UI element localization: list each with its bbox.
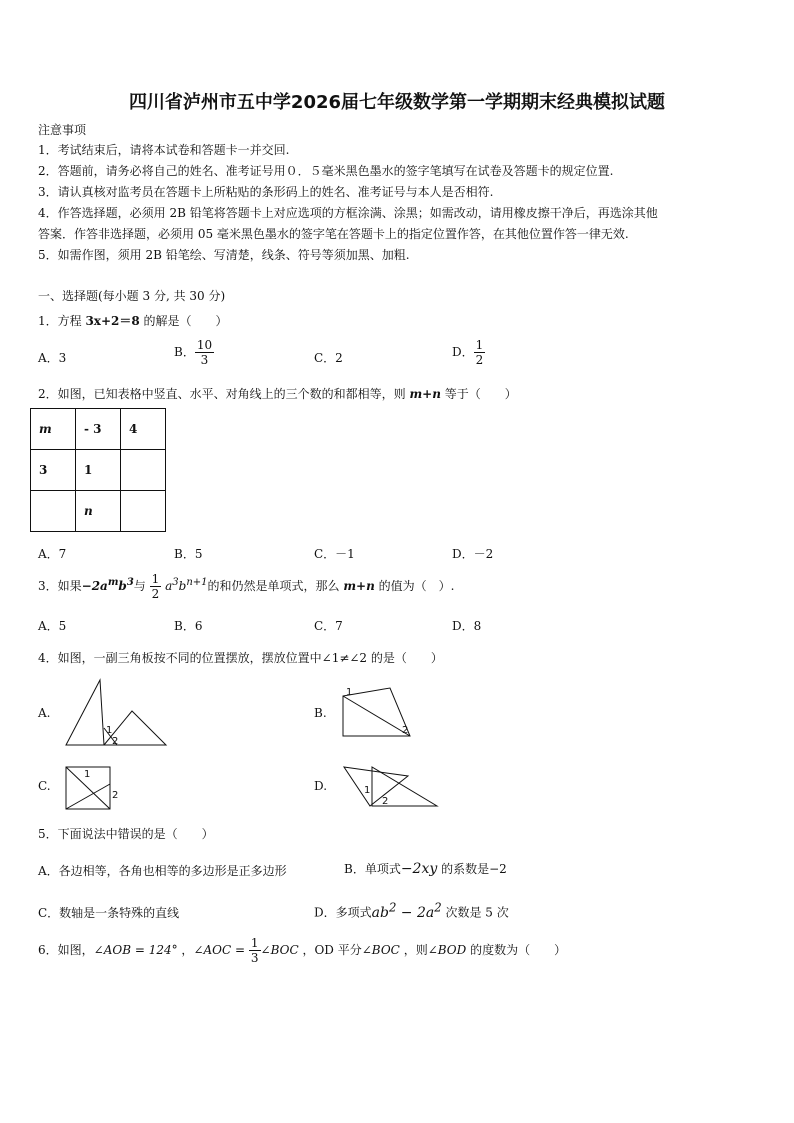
notice-item: 答案．作答非选择题，必须用 05 毫米黑色墨水的签字笔在答题卡上的指定位置作答，在其他位置作答一律无效.: [38, 227, 629, 241]
magic-square-table: [30, 408, 166, 532]
q1-option-c: C．2: [314, 351, 343, 365]
q4-figure-d: [340, 764, 440, 808]
q4-figure-b: [340, 684, 420, 740]
question-3-stem: 3．如果$-2a^mb^3$与 $\frac{1}{2}$ $a^3b^{n+1}$的和仍然是单项式，那么 m+n 的值为（ ）.: [38, 572, 455, 601]
svg-text:1: 1: [364, 785, 371, 796]
q3-option-a: A．5: [38, 619, 67, 633]
q5-option-b: B．单项式−2xy 的系数是−2: [344, 861, 507, 877]
notice-item: 2．答题前，请务必将自己的姓名、准考证号用０．５毫米黑色墨水的签字笔填写在试卷及答题卡的规定位置.: [38, 164, 614, 178]
section-heading: 一、选择题(每小题 3 分, 共 30 分): [38, 289, 226, 303]
grid-cell: 1: [76, 450, 121, 491]
q2-option-a: A．7: [38, 547, 67, 561]
grid-cell: 3: [31, 450, 76, 491]
svg-text:2: 2: [402, 725, 409, 736]
notice-item: 3．请认真核对监考员在答题卡上所粘贴的条形码上的姓名、准考证号与本人是否相符.: [38, 185, 494, 199]
question-6-stem: 6．如图，∠AOB = 124° ，∠AOC = $\frac{1}{3}$ ∠BOC ，OD 平分∠BOC ，则∠BOD 的度数为（ ）: [38, 936, 567, 965]
svg-text:2: 2: [382, 796, 389, 807]
notice-item: 4．作答选择题，必须用 2B 铅笔将答题卡上对应选项的方框涂满、涂黑；如需改动，请用橡皮擦干净后，再选涂其他: [38, 206, 658, 220]
grid-cell: [121, 491, 166, 532]
svg-text:1: 1: [106, 725, 113, 736]
q4-option-b: B.: [314, 706, 327, 720]
q5-option-a: A．各边相等，各角也相等的多边形是正多边形: [38, 864, 287, 878]
q5-option-d: D．多项式$ab^2 - 2a^2$ 次数是 5 次: [314, 900, 509, 921]
svg-text:1: 1: [346, 687, 353, 698]
svg-text:1: 1: [84, 769, 91, 780]
q4-option-c: C.: [38, 779, 51, 793]
question-4-stem: 4．如图，一副三角板按不同的位置摆放，摆放位置中∠1≠∠2 的是（ ）: [38, 651, 443, 665]
grid-cell: n: [76, 491, 121, 532]
q3-option-c: C．7: [314, 619, 343, 633]
question-2-stem: 2．如图，已知表格中竖直、水平、对角线上的三个数的和都相等，则 m+n 等于（ ）: [38, 387, 517, 401]
q5-option-c: C．数轴是一条特殊的直线: [38, 906, 180, 920]
q4-figure-c: [62, 764, 132, 812]
q4-figure-a: [62, 678, 172, 748]
notice-item: 1．考试结束后，请将本试卷和答题卡一并交回.: [38, 143, 290, 157]
q3-option-d: D．8: [452, 619, 482, 633]
notice-heading: 注意事项: [38, 123, 87, 137]
q1-option-a: A．3: [38, 351, 67, 365]
q1-equation: 3x+2＝8: [85, 314, 140, 328]
q2-option-b: B．5: [174, 547, 203, 561]
q2-option-c: C．－1: [314, 547, 355, 561]
grid-cell: [31, 491, 76, 532]
q3-option-b: B．6: [174, 619, 203, 633]
q1-option-d: D． $\frac{1}{2}$: [452, 338, 484, 367]
notice-item: 5．如需作图，须用 2B 铅笔绘、写清楚，线条、符号等须加黑、加粗.: [38, 248, 410, 262]
grid-cell: m: [31, 409, 76, 450]
svg-text:2: 2: [112, 790, 119, 801]
question-1-stem: 1．方程 3x+2＝8 的解是（ ）: [38, 314, 228, 328]
question-5-stem: 5．下面说法中错误的是（ ）: [38, 827, 214, 841]
grid-cell: [121, 450, 166, 491]
grid-cell: - 3: [76, 409, 121, 450]
q4-option-a: A.: [38, 706, 51, 720]
page-title: 四川省泸州市五中学2026届七年级数学第一学期期末经典模拟试题: [128, 92, 666, 113]
svg-text:2: 2: [112, 736, 119, 747]
q2-option-d: D．－2: [452, 547, 494, 561]
q4-option-d: D.: [314, 779, 328, 793]
grid-cell: 4: [121, 409, 166, 450]
q1-option-b: B． $\frac{10}{3}$: [174, 338, 213, 367]
